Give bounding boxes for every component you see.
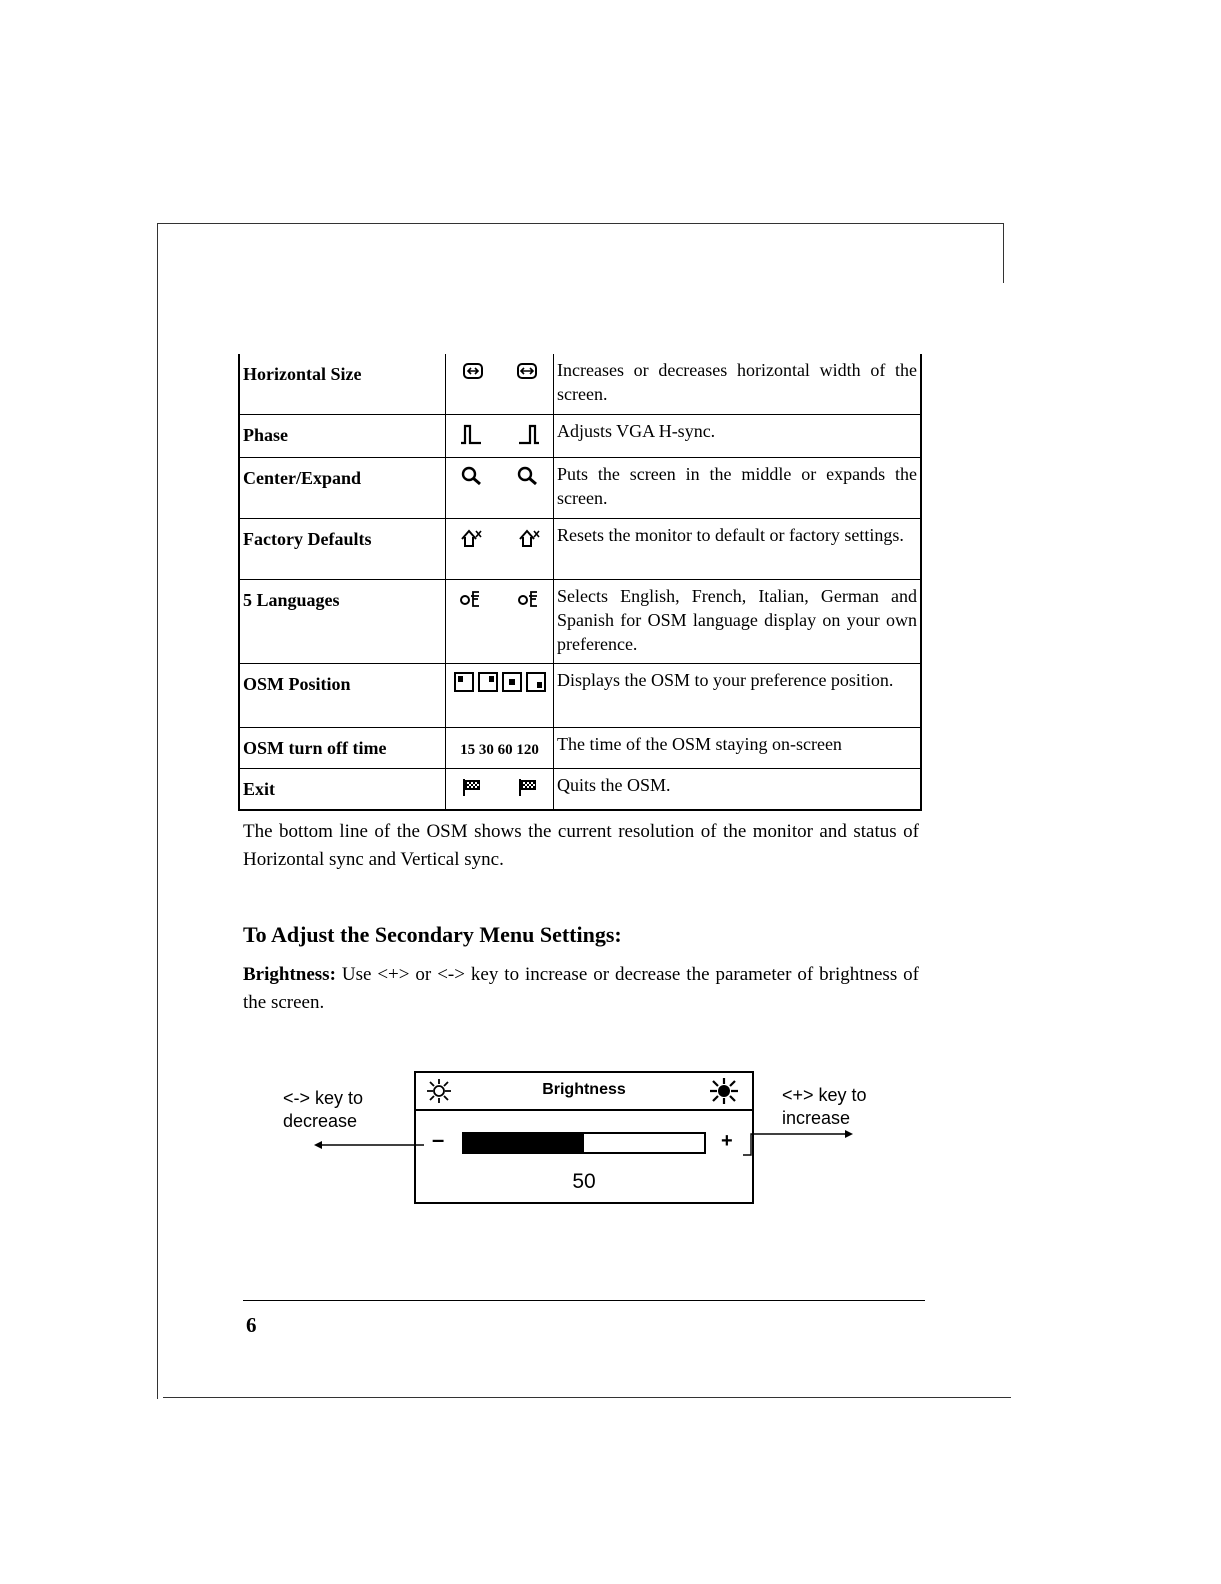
decrease-arrow-icon: [312, 1138, 424, 1152]
page-number: 6: [246, 1313, 257, 1337]
section-heading: To Adjust the Secondary Menu Settings:: [243, 922, 622, 947]
icon-cell: [446, 663, 554, 727]
language-icon: [459, 588, 483, 610]
brightness-label: Brightness:: [243, 964, 336, 985]
function-name: Phase: [239, 414, 446, 457]
horizontal-size-decrease-icon: [517, 362, 537, 380]
increase-label: [782, 1084, 867, 1130]
brightness-bar-fill: [464, 1134, 584, 1152]
osd-title: Brightness: [542, 1081, 626, 1098]
osm-position-center-icon: [502, 672, 522, 692]
page-frame-right: [1003, 223, 1004, 283]
exit-flag-icon: [461, 777, 483, 797]
osm-position-bottom-right-icon: [526, 672, 546, 692]
language-icon: [517, 588, 541, 610]
page-frame-bottom: [163, 1397, 1011, 1398]
brightness-value: 50: [572, 1170, 596, 1193]
phase-decrease-icon: [459, 423, 483, 445]
function-name: OSM turn off time: [239, 727, 446, 768]
footer-rule: [243, 1300, 925, 1301]
brightness-paragraph: [243, 961, 919, 1017]
function-name: 5 Languages: [239, 579, 446, 663]
table-row: [239, 354, 921, 414]
bottom-line-note: The bottom line of the OSM shows the current resolution of the monitor and status of Horizontal sync and Vertical sync.: [243, 821, 919, 870]
osm-function-table: [238, 354, 922, 811]
table-row: [239, 414, 921, 457]
increase-arrow-icon: [743, 1127, 855, 1159]
increase-label-line-1: <+> key to: [782, 1085, 867, 1105]
function-description: Quits the OSM.: [554, 768, 922, 810]
table-row: [239, 663, 921, 727]
function-description: The time of the OSM staying on-screen: [554, 727, 922, 768]
function-name: Horizontal Size: [239, 354, 446, 414]
function-description: Increases or decreases horizontal width of the screen.: [554, 354, 922, 414]
function-description: Displays the OSM to your preference position.: [554, 663, 922, 727]
plus-sign: +: [721, 1130, 733, 1152]
function-name: Exit: [239, 768, 446, 810]
function-description: Adjusts VGA H-sync.: [554, 414, 922, 457]
function-description: Puts the screen in the middle or expands the screen.: [554, 457, 922, 518]
brightness-text: Use <+> or <-> key to increase or decrease the parameter of brightness of the screen.: [243, 964, 919, 1013]
function-description: Selects English, French, Italian, German and Spanish for OSM language display on your own preference.: [554, 579, 922, 663]
horizontal-size-increase-icon: [463, 362, 483, 380]
icon-cell: [446, 727, 554, 768]
brightness-osd-panel: [414, 1071, 754, 1204]
factory-reset-icon: [517, 527, 541, 549]
increase-label-line-2: increase: [782, 1108, 851, 1128]
minus-sign: –: [432, 1127, 445, 1152]
table-row: [239, 579, 921, 663]
expand-magnifier-icon: [517, 466, 539, 486]
function-name: OSM Position: [239, 663, 446, 727]
function-name: Factory Defaults: [239, 518, 446, 579]
icon-cell: [446, 457, 554, 518]
table-row: [239, 457, 921, 518]
decrease-label: [283, 1087, 363, 1133]
turn-off-times: 15 30 60 120: [460, 741, 539, 758]
function-name: Center/Expand: [239, 457, 446, 518]
page-frame-left: [157, 223, 158, 1399]
table-row: [239, 518, 921, 579]
decrease-label-line-2: decrease: [283, 1111, 358, 1131]
phase-increase-icon: [517, 423, 541, 445]
icon-cell: [446, 518, 554, 579]
osm-position-top-left-icon: [454, 672, 474, 692]
factory-reset-icon: [459, 527, 483, 549]
page-frame-top: [157, 223, 1004, 224]
exit-flag-icon: [517, 777, 539, 797]
decrease-label-line-1: <-> key to: [283, 1088, 364, 1108]
function-description: Resets the monitor to default or factory settings.: [554, 518, 922, 579]
osm-position-top-right-icon: [478, 672, 498, 692]
icon-cell: [446, 579, 554, 663]
icon-cell: [446, 414, 554, 457]
center-magnifier-icon: [461, 466, 483, 486]
icon-cell: [446, 354, 554, 414]
icon-cell: [446, 768, 554, 810]
table-row: [239, 768, 921, 810]
brightness-bar[interactable]: [462, 1132, 706, 1154]
table-row: [239, 727, 921, 768]
brightness-high-sun-icon: [708, 1077, 740, 1105]
osd-header: [416, 1073, 752, 1111]
